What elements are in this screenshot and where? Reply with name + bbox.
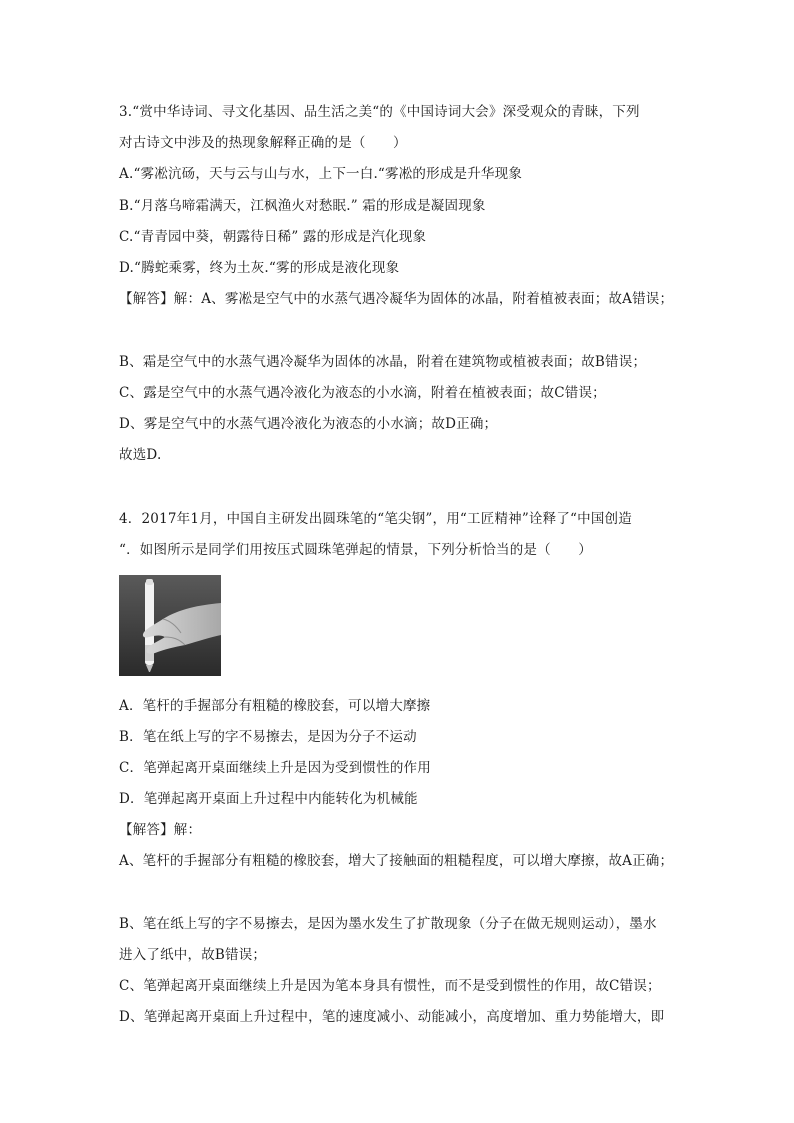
q4-stem-line-1: 4．2017年1月，中国自主研发出圆珠笔的“笔尖钢”，用“工匠精神”诠释了“中国创造 <box>119 511 632 527</box>
q4-option-a: A．笔杆的手握部分有粗糙的橡胶套，可以增大摩擦 <box>119 698 431 714</box>
q4-answer-c: C、笔弹起离开桌面继续上升是因为笔本身具有惯性，而不是受到惯性的作用，故C错误； <box>119 978 661 994</box>
q4-answer-d: D、笔弹起离开桌面上升过程中，笔的速度减小、动能减小，高度增加、重力势能增大，即 <box>119 1009 665 1025</box>
q3-stem-line-2: 对古诗文中涉及的热现象解释正确的是（ ） <box>119 135 407 151</box>
q4-answer-heading: 【解答】解： <box>119 822 202 838</box>
q3-option-c: C.“青青园中葵，朝露待日稀” 露的形成是汽化现象 <box>119 229 427 245</box>
q4-answer-b-line-1: B、笔在纸上写的字不易擦去，是因为墨水发生了扩散现象（分子在做无规则运动），墨水 <box>119 916 657 932</box>
q3-option-a: A.“雾凇沆砀，天与云与山与水，上下一白.“雾凇的形成是升华现象 <box>119 166 523 182</box>
q4-option-b: B．笔在纸上写的字不易擦去，是因为分子不运动 <box>119 729 417 745</box>
q3-option-d: D.“腾蛇乘雾，终为土灰.“雾的形成是液化现象 <box>119 260 400 276</box>
q4-option-c: C．笔弹起离开桌面继续上升是因为受到惯性的作用 <box>119 760 431 776</box>
q3-answer-line-1: 【解答】解：A、雾凇是空气中的水蒸气遇冷凝华为固体的冰晶，附着植被表面；故A错误； <box>119 291 674 307</box>
q4-option-d: D．笔弹起离开桌面上升过程中内能转化为机械能 <box>119 791 418 807</box>
pen-hand-illustration <box>119 575 221 676</box>
q3-stem-line-1: 3.“赏中华诗词、寻文化基因、品生活之美“的《中国诗词大会》深受观众的青睐，下列 <box>119 104 640 120</box>
pen-hand-photo <box>119 575 221 676</box>
q3-answer-c: C、露是空气中的水蒸气遇冷液化为液态的小水滴，附着在植被表面；故C错误； <box>119 385 606 401</box>
q3-option-b: B.“月落乌啼霜满天，江枫渔火对愁眠.” 霜的形成是凝固现象 <box>119 198 486 214</box>
q3-answer-d: D、雾是空气中的水蒸气遇冷液化为液态的小水滴；故D正确； <box>119 416 498 432</box>
q4-answer-a: A、笔杆的手握部分有粗糙的橡胶套，增大了接触面的粗糙程度，可以增大摩擦，故A正确； <box>119 853 674 869</box>
q4-answer-b-line-2: 进入了纸中，故B错误； <box>119 947 267 963</box>
q3-answer-b: B、霜是空气中的水蒸气遇冷凝华为固体的冰晶，附着在建筑物或植被表面；故B错误； <box>119 354 647 370</box>
q4-stem-line-2: “．如图所示是同学们用按压式圆珠笔弹起的情景，下列分析恰当的是（ ） <box>119 542 592 558</box>
q3-conclusion: 故选D. <box>119 447 162 463</box>
